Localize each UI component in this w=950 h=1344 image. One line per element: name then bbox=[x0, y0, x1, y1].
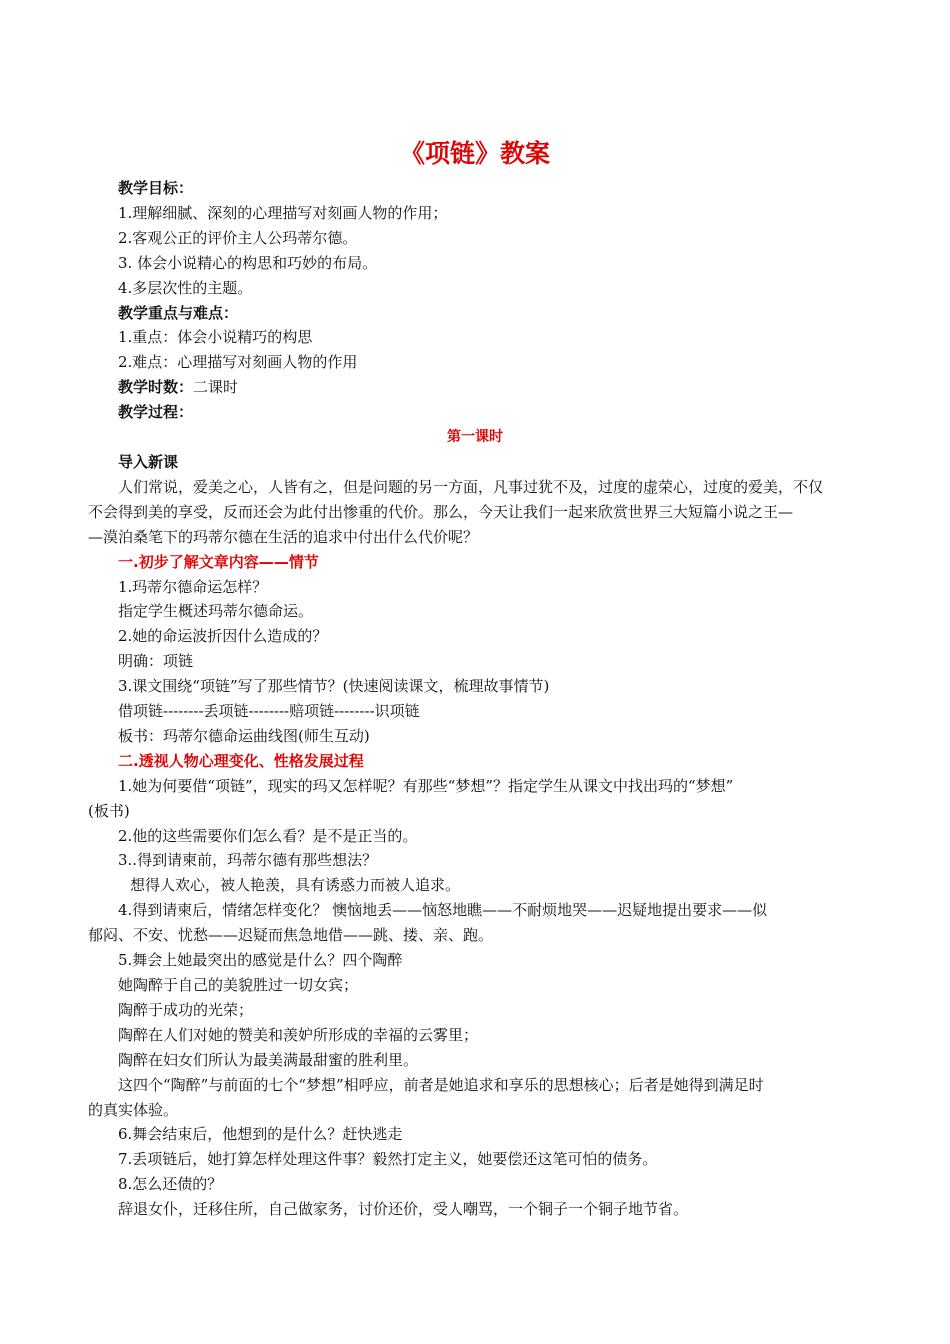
objective-item: 2.客观公正的评价主人公玛蒂尔德。 bbox=[118, 228, 358, 247]
lesson-heading: 第一课时 bbox=[447, 429, 503, 446]
section2-line: 陶醉在人们对她的赞美和羡妒所形成的幸福的云雾里； bbox=[118, 1025, 479, 1044]
section1-line: 3.课文围绕“项链”写了那些情节？(快速阅读课文，梳理故事情节) bbox=[118, 677, 550, 696]
section2-line: 8.怎么还债的？ bbox=[118, 1175, 223, 1194]
section1-line: 明确：项链 bbox=[118, 652, 194, 671]
section1-line: 借项链--------丢项链--------赔项链--------识项链 bbox=[118, 702, 420, 721]
section2-heading: 二.透视人物心理变化、性格发展过程 bbox=[118, 751, 364, 770]
teaching-hours-label: 教学时数： bbox=[118, 378, 194, 397]
section2-line: 陶醉于成功的光荣； bbox=[118, 1000, 254, 1019]
section2-line: 7.丢项链后，她打算怎样处理这件事？毅然打定主义，她要偿还这笔可怕的债务。 bbox=[118, 1150, 658, 1169]
objectives-heading: 教学目标： bbox=[118, 179, 194, 197]
section2-line: 5.舞会上她最突出的感觉是什么？四个陶醉 bbox=[118, 951, 403, 970]
section2-line: 4.得到请柬后，情绪怎样变化？ 懊恼地丢——恼怒地瞧——不耐烦地哭——迟疑地提出要求——似 bbox=[118, 901, 768, 920]
intro-heading: 导入新课 bbox=[118, 452, 179, 471]
objective-item: 1.理解细腻、深刻的心理描写对刻画人物的作用； bbox=[118, 203, 448, 222]
section2-line: (板书) bbox=[88, 801, 130, 820]
section2-line: 想得人欢心，被人艳羡，具有诱惑力而被人追求。 bbox=[130, 876, 461, 895]
intro-line: 不会得到美的享受，反而还会为此付出惨重的代价。那么，今天让我们一起来欣赏世界三大短篇小说之王— bbox=[88, 502, 794, 521]
section1-line: 板书：玛蒂尔德命运曲线图(师生互动) bbox=[118, 726, 370, 745]
section1-line: 1.玛蒂尔德命运怎样？ bbox=[118, 577, 268, 596]
section2-line: 郁闷、不安、忧愁——迟疑而焦急地借——跳、搂、亲、跑。 bbox=[88, 926, 494, 945]
section2-line: 她陶醉于自己的美貌胜过一切女宾； bbox=[118, 976, 359, 994]
process-heading: 教学过程： bbox=[118, 403, 194, 422]
document-body bbox=[88, 176, 866, 1222]
section2-line: 6.舞会结束后，他想到的是什么？赶快逃走 bbox=[118, 1125, 403, 1144]
section2-line: 陶醉在妇女们所认为最美满最甜蜜的胜利里。 bbox=[118, 1050, 419, 1069]
keypoint-item: 1.重点：体会小说精巧的构思 bbox=[118, 328, 313, 347]
section1-line: 指定学生概述玛蒂尔德命运。 bbox=[118, 602, 314, 621]
teaching-hours-value: 二课时 bbox=[193, 378, 239, 397]
section2-line: 辞退女仆，迁移住所，自己做家务，讨价还价，受人嘲骂，一个铜子一个铜子地节省。 bbox=[118, 1200, 689, 1219]
section2-line: 3..得到请柬前，玛蒂尔德有那些想法？ bbox=[118, 851, 378, 870]
section2-line: 2.他的这些需要你们怎么看？是不是正当的。 bbox=[118, 826, 418, 845]
intro-paragraph bbox=[88, 475, 868, 550]
section2-line: 这四个“陶醉”与前面的七个“梦想”相呼应，前者是她追求和享乐的思想核心；后者是她得到满足时 bbox=[118, 1075, 764, 1094]
section2-line: 的真实体验。 bbox=[88, 1100, 179, 1119]
teaching-hours bbox=[118, 375, 866, 400]
section1-heading: 一.初步了解文章内容——情节 bbox=[118, 552, 319, 571]
keypoint-item: 2.难点：心理描写对刻画人物的作用 bbox=[118, 353, 358, 372]
section1-line: 2.她的命运波折因什么造成的？ bbox=[118, 627, 328, 646]
intro-line: —漠泊桑笔下的玛蒂尔德在生活的追求中付出什么代价呢？ bbox=[88, 527, 479, 546]
intro-line: 人们常说，爱美之心，人皆有之，但是问题的另一方面，凡事过犹不及，过度的虚荣心，过度的爱美，不仅 bbox=[118, 477, 824, 496]
objective-item: 4.多层次性的主题。 bbox=[118, 278, 253, 297]
section2-body bbox=[88, 774, 868, 1222]
document-title: 《项链》教案 bbox=[399, 139, 550, 168]
keypoints-heading: 教学重点与难点： bbox=[118, 303, 239, 322]
objective-item: 3. 体会小说精心的构思和巧妙的布局。 bbox=[118, 253, 378, 272]
section2-line: 1.她为何要借“项链”，现实的玛又怎样呢？有那些“梦想”？指定学生从课文中找出玛的“梦想” bbox=[118, 776, 734, 795]
